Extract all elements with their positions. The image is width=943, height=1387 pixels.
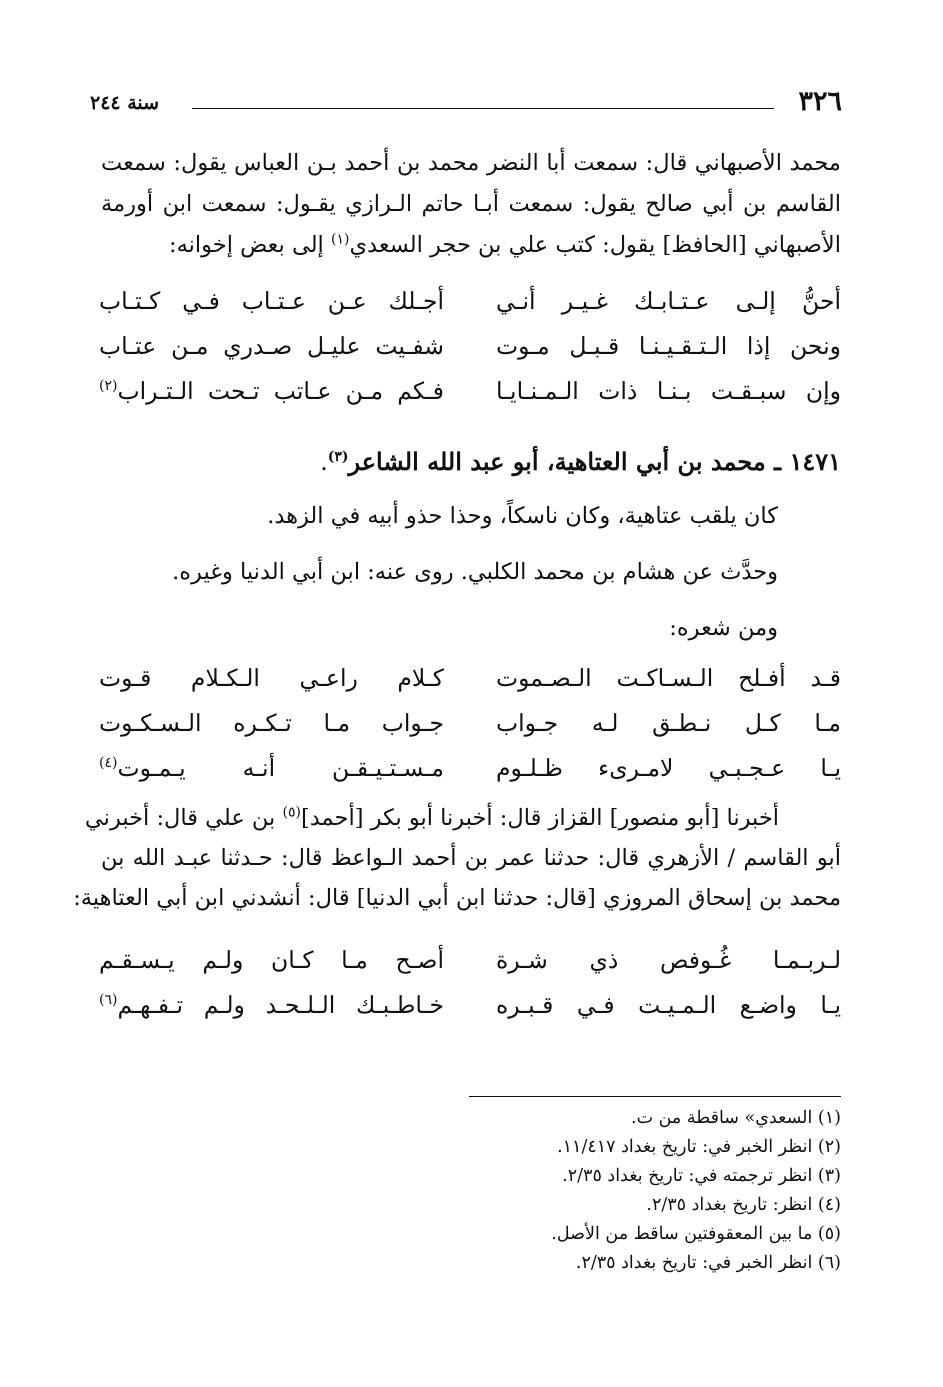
footnote-1: (١) السعدي» ساقطة من ت. [631, 1108, 841, 1128]
hemistich-second: جـواب مـا تـكـره الـسـكـوت [99, 709, 444, 737]
footnote-5: (٥) ما بين المعقوفتين ساقط من الأصل. [551, 1224, 841, 1244]
hemistich-second [99, 754, 444, 782]
khabar-line-3: محمد بن إسحاق المروزي [قال: حدثنا ابن أبي الدنيا] قال: أنشدني ابن أبي العتاهية: [73, 885, 841, 911]
poem-2 [99, 664, 841, 799]
footnote-3: (٣) انظر ترجمته في: تاريخ بغداد ٢/٣٥. [562, 1166, 841, 1186]
poem-1-verse-2 [99, 332, 841, 377]
footnote-ref-6: (٦) [99, 992, 118, 1009]
hemistich-second: كـلام راعـي الـكـلام قـوت [99, 664, 444, 692]
hemistich-text: مـسـتـيـقـن أنـه يـمـوت [117, 754, 444, 782]
hemistich-first: لـربـمـا غُـوفص ذي شـرة [496, 946, 841, 974]
hemistich-text: فـكم مـن عـاتب تـحت الـتـراب [117, 377, 444, 405]
poem-3 [99, 946, 841, 1036]
intro-line-2: القاسم بن أبي صالح يقول: سمعت أبـا حاتم الـرازي يقـول: سمعت ابن أورمة [101, 191, 841, 217]
entry-line-2: وحدَّث عن هشام بن محمد الكلبي. روى عنه: ابن أبي الدنيا وغيره. [172, 559, 778, 585]
poem-1-verse-3 [99, 377, 841, 422]
entry-line-3: ومن شعره: [669, 615, 778, 641]
hemistich-first: مـا كـل نـطـق لـه جـواب [496, 709, 841, 737]
entry-heading [101, 440, 841, 484]
entry-line-1: كان يلقب عتاهية، وكان ناسكاً، وحذا حذو أبيه في الزهد. [267, 503, 778, 529]
poem-3-verse-1 [99, 946, 841, 991]
intro-line-3-text: الأصبهاني [الحافظ] يقول: كتب علي بن حجر السعدي [349, 232, 841, 258]
footnote-ref-5: (٥) [282, 804, 301, 821]
intro-paragraph [101, 143, 841, 266]
running-header [90, 86, 842, 126]
poem-1 [99, 287, 841, 422]
footnote-ref-2: (٢) [99, 378, 118, 395]
hemistich-first: ونحن إذا الـتـقـيـنـا قـبـل مـوت [496, 332, 841, 360]
page-number: ٣٢٦ [798, 86, 842, 117]
hemistich-second [99, 991, 444, 1019]
poem-2-verse-2 [99, 709, 841, 754]
hemistich-first: يـا عـجـبـي لامـرىء ظـلـوم [496, 754, 841, 782]
footnote-ref-4: (٤) [99, 755, 118, 772]
footnote-ref-3: (٣) [327, 449, 349, 465]
header-rule [192, 108, 774, 109]
poem-1-verse-1 [99, 287, 841, 332]
khabar-line-1 [84, 798, 841, 838]
intro-line-3 [101, 225, 841, 266]
entry-heading-text: ١٤٧١ ـ محمد بن أبي العتاهية، أبو عبد الله الشاعر [348, 447, 841, 476]
khabar-line-2: أبو القاسم / الأزهري قال: حدثنا عمر بن أحمد الـواعظ قال: حـدثنا عبـد الله بن [101, 845, 841, 871]
hemistich-second: شفـيت عليـل صـدري مـن عتـاب [99, 332, 444, 360]
hemistich-first: قـد أفـلح الـسـاكـت الـصـموت [496, 664, 841, 692]
footnote-2: (٢) انظر الخبر في: تاريخ بغداد ١١/٤١٧. [557, 1137, 841, 1157]
poem-2-verse-1 [99, 664, 841, 709]
entry-heading-tail: . [320, 448, 328, 476]
hemistich-first: أحنُّ إلـى عـتـابـك غـيـر أنـي [496, 287, 841, 315]
hemistich-first: وإن سبـقـت بـنـا ذات الـمـنـايـا [496, 377, 841, 405]
running-title: سنة ٢٤٤ [90, 92, 160, 114]
khabar-paragraph [73, 798, 841, 918]
poem-3-verse-2 [99, 991, 841, 1036]
poem-2-verse-3 [99, 754, 841, 799]
footnote-4: (٤) انظر: تاريخ بغداد ٢/٣٥. [646, 1195, 841, 1215]
footnote-ref-1: (١) [330, 231, 350, 248]
hemistich-second [99, 377, 444, 405]
hemistich-second: أصـح مـا كـان ولـم يـسـقـم [99, 946, 444, 974]
footnote-6: (٦) انظر الخبر في: تاريخ بغداد ٢/٣٥. [575, 1253, 841, 1273]
khabar-line-1-text: أخبرنا [أبو منصور] القزاز قال: أخبرنا أبو بكر [أحمد] [300, 805, 779, 831]
khabar-line-1-end: بن علي قال: أخبرني [84, 805, 283, 831]
footnotes [101, 1104, 841, 1278]
footnote-rule [469, 1096, 841, 1097]
intro-line-1: محمد الأصبهاني قال: سمعت أبا النضر محمد بن أحمد بـن العباس يقول: سمعت [101, 150, 841, 176]
hemistich-text: خـاطـبـك الـلـحـد ولـم تـفـهـم [117, 991, 444, 1019]
intro-line-3-end: إلى بعض إخوانه: [169, 232, 331, 258]
hemistich-first: يـا واضـع الـمـيـت فـي قـبـره [496, 991, 841, 1019]
hemistich-second: أجـلك عـن عـتـاب فـي كـتـاب [99, 287, 444, 315]
